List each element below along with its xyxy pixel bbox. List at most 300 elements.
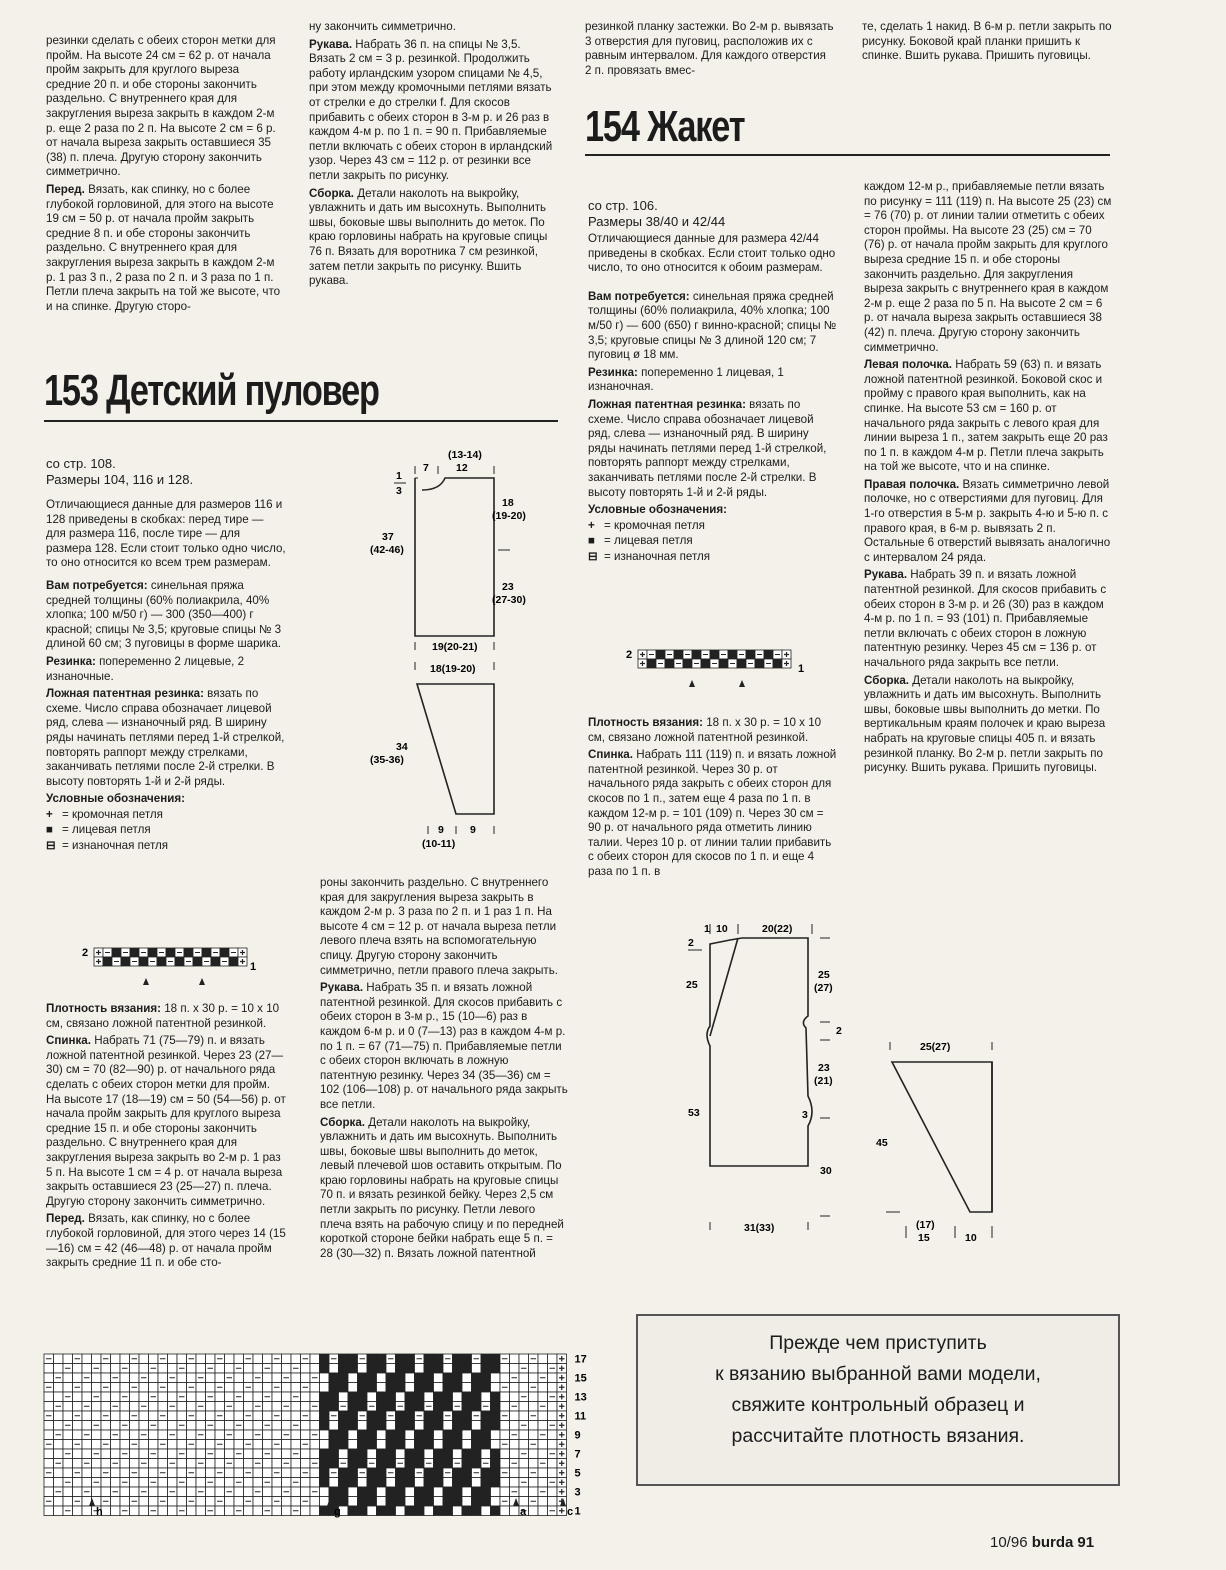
stitch-cell bbox=[377, 1373, 387, 1383]
stitch-cell bbox=[282, 1411, 292, 1421]
stitch-cell bbox=[510, 1383, 520, 1393]
stitch-cell bbox=[157, 957, 166, 966]
stitch-cell bbox=[196, 1392, 206, 1402]
stitch-cell bbox=[103, 957, 112, 966]
stitch-cell bbox=[386, 1449, 396, 1459]
stitch-cell bbox=[272, 1373, 282, 1383]
stitch-cell bbox=[415, 1459, 425, 1469]
legend-item: ■ = лицевая петля bbox=[588, 534, 693, 548]
stitch-cell bbox=[244, 1487, 254, 1497]
stitch-cell bbox=[263, 1487, 273, 1497]
stitch-cell bbox=[73, 1402, 83, 1412]
stitch-cell bbox=[481, 1364, 491, 1374]
para: Левая полочка. Набрать 59 (63) п. и вязать ложной патентной резинкой. Боковой скос и пройму с правого края выполнить, как на спинке. На высоте 53 см = 160 р. от начального ряда закрыть с левого края для линии выреза 1 п., затем закрыть еще 20 раз по 1 п. в каждом 4-м р. Петли плеча закрыть на той же высоте, что и на спинке. bbox=[864, 358, 1108, 474]
para: Сборка. Детали наколоть на выкройку, увлажнить и дать им высохнуть. Выполнить швы, боковые швы выполнить до меток. По краю горловины набрать на круговые спицы 76 п. Вязать для воротника 7 см резинкой, затем петли закрыть по рисунку. Вшить рукава. bbox=[309, 186, 548, 288]
para: Плотность вязания: 18 п. х 30 р. = 10 х 10 см, связано ложной патентной резинкой. bbox=[46, 1002, 280, 1030]
stitch-cell bbox=[377, 1402, 387, 1412]
legend-title: Условные обозначения: bbox=[588, 503, 727, 517]
stitch-cell bbox=[453, 1364, 463, 1374]
para: Перед. Вязать, как спинку, но с более глубокой горловиной, для этого на высоте 19 см = 50 р. от начала пройм закрыть средние 8 п. и обе стороны закончить раздельно. С внутреннего края для закругления выреза закрыть в каждом 2-м р. 1 раз 3 п., 2 раза по 2 п. и 3 раза по 1 п. Петли плеча закрыть на той же высоте, что и на спинке. Другую сторо- bbox=[46, 182, 281, 313]
stitch-cell bbox=[415, 1478, 425, 1488]
stitch-cell bbox=[225, 1468, 235, 1478]
stitch-cell bbox=[168, 1364, 178, 1374]
dim: 23 bbox=[502, 581, 514, 593]
marker-label: h bbox=[96, 1506, 103, 1518]
stitch-cell bbox=[529, 1392, 539, 1402]
stitch-cell bbox=[510, 1506, 520, 1516]
stitch-cell bbox=[453, 1421, 463, 1431]
stitch-cell bbox=[386, 1459, 396, 1469]
dim: (10-11) bbox=[422, 838, 456, 850]
stitch-cell bbox=[158, 1373, 168, 1383]
stitch-cell bbox=[453, 1497, 463, 1507]
stitch-cell bbox=[73, 1421, 83, 1431]
stitch-cell bbox=[120, 1402, 130, 1412]
stitch-cell bbox=[500, 1487, 510, 1497]
stitch-cell bbox=[424, 1364, 434, 1374]
stitch-cell bbox=[529, 1449, 539, 1459]
dim: (19-20) bbox=[492, 510, 526, 522]
stitch-cell bbox=[111, 1354, 121, 1364]
stitch-cell bbox=[472, 1373, 482, 1383]
stitch-cell bbox=[481, 1497, 491, 1507]
stitch-cell bbox=[453, 1487, 463, 1497]
stitch-cell bbox=[54, 1440, 64, 1450]
stitch-cell bbox=[196, 1506, 206, 1516]
stitch-cell bbox=[500, 1402, 510, 1412]
stitch-cell bbox=[225, 1440, 235, 1450]
stitch-cell bbox=[443, 1402, 453, 1412]
stitch-cell bbox=[44, 1364, 54, 1374]
stitch-cell bbox=[63, 1497, 73, 1507]
stitch-cell bbox=[215, 1421, 225, 1431]
stitch-cell bbox=[301, 1449, 311, 1459]
stitch-cell bbox=[510, 1364, 520, 1374]
stitch-cell bbox=[462, 1440, 472, 1450]
para: Резинка: попеременно 1 лицевая, 1 изнаночная. bbox=[588, 365, 784, 394]
stitch-cell bbox=[424, 1487, 434, 1497]
stitch-cell bbox=[548, 1440, 558, 1450]
dim: 19(20-21) bbox=[432, 641, 478, 653]
stitch-cell bbox=[54, 1468, 64, 1478]
stitch-cell bbox=[348, 1354, 358, 1364]
stitch-cell bbox=[396, 1468, 406, 1478]
stitch-cell bbox=[282, 1478, 292, 1488]
stitch-cell bbox=[405, 1411, 415, 1421]
stitch-cell bbox=[111, 1421, 121, 1431]
stitch-cell bbox=[386, 1430, 396, 1440]
s154-col3-lower bbox=[588, 716, 838, 883]
stitch-cell bbox=[244, 1392, 254, 1402]
row-label: 2 bbox=[82, 947, 89, 959]
s154-col4 bbox=[864, 180, 1114, 779]
stitch-cell bbox=[120, 1411, 130, 1421]
stitch-cell bbox=[491, 1354, 501, 1364]
stitch-cell bbox=[367, 1497, 377, 1507]
stitch-cell bbox=[282, 1449, 292, 1459]
stitch-cell bbox=[519, 1383, 529, 1393]
stitch-cell bbox=[396, 1373, 406, 1383]
stitch-cell bbox=[424, 1430, 434, 1440]
front-outline bbox=[707, 938, 812, 1166]
stitch-cell bbox=[92, 1430, 102, 1440]
stitch-cell bbox=[377, 1354, 387, 1364]
para: резинкой планку застежки. Во 2-м р. вывязать 3 отверстия для пуговиц, расположив их с равным интервалом. Для каждого отверстия 2 п. провязать вмес- bbox=[585, 20, 834, 77]
col3-top bbox=[585, 20, 835, 81]
stitch-cell bbox=[491, 1402, 501, 1412]
stitch-cell bbox=[339, 1373, 349, 1383]
stitch-cell bbox=[82, 1440, 92, 1450]
stitch-cell bbox=[348, 1411, 358, 1421]
stitch-cell bbox=[472, 1459, 482, 1469]
s153-col1-lower bbox=[46, 1002, 286, 1274]
stitch-cell bbox=[529, 1402, 539, 1412]
stitch-cell bbox=[215, 1506, 225, 1516]
stitch-cell bbox=[491, 1468, 501, 1478]
stitch-cell bbox=[225, 1354, 235, 1364]
stitch-cell bbox=[111, 1440, 121, 1450]
stitch-cell bbox=[234, 1411, 244, 1421]
stitch-cell bbox=[310, 1468, 320, 1478]
stitch-cell bbox=[130, 1459, 140, 1469]
stitch-cell bbox=[548, 1383, 558, 1393]
row-label: 1 bbox=[798, 663, 805, 675]
stitch-cell bbox=[377, 1421, 387, 1431]
stitch-cell bbox=[481, 1478, 491, 1488]
stitch-cell bbox=[443, 1506, 453, 1516]
stitch-cell bbox=[187, 1421, 197, 1431]
stitch-cell bbox=[462, 1383, 472, 1393]
stitch-cell bbox=[674, 650, 683, 659]
stitch-cell bbox=[529, 1478, 539, 1488]
stitch-cell bbox=[348, 1373, 358, 1383]
stitch-cell bbox=[434, 1449, 444, 1459]
stitch-cell bbox=[234, 1440, 244, 1450]
stitch-cell bbox=[647, 659, 656, 668]
stitch-cell bbox=[310, 1440, 320, 1450]
stitch-cell bbox=[481, 1440, 491, 1450]
stitch-cell bbox=[291, 1487, 301, 1497]
notice-line: рассчитайте плотность вязания. bbox=[731, 1425, 1025, 1447]
stitch-cell bbox=[386, 1440, 396, 1450]
stitch-cell bbox=[139, 1440, 149, 1450]
stitch-cell bbox=[206, 1354, 216, 1364]
notice-line: к вязанию выбранной вами модели, bbox=[715, 1363, 1041, 1385]
stitch-cell bbox=[168, 1440, 178, 1450]
stitch-cell bbox=[405, 1497, 415, 1507]
dim: 23 bbox=[818, 1062, 830, 1074]
stitch-cell bbox=[263, 1497, 273, 1507]
stitch-cell bbox=[472, 1402, 482, 1412]
dim: 18(19-20) bbox=[430, 663, 476, 675]
stitch-cell bbox=[206, 1430, 216, 1440]
stitch-cell bbox=[234, 1487, 244, 1497]
stitch-cell bbox=[253, 1506, 263, 1516]
stitch-cell bbox=[244, 1373, 254, 1383]
stitch-cell bbox=[253, 1364, 263, 1374]
stitch-cell bbox=[773, 659, 782, 668]
stitch-cell bbox=[339, 1468, 349, 1478]
stitch-cell bbox=[764, 650, 773, 659]
stitch-cell bbox=[339, 1497, 349, 1507]
stitch-cell bbox=[737, 659, 746, 668]
stitch-cell bbox=[415, 1383, 425, 1393]
stitch-cell bbox=[510, 1468, 520, 1478]
stitch-cell bbox=[481, 1354, 491, 1364]
stitch-cell bbox=[415, 1373, 425, 1383]
stitch-cell bbox=[329, 1440, 339, 1450]
stitch-cell bbox=[211, 957, 220, 966]
stitch-cell bbox=[405, 1373, 415, 1383]
stitch-cell bbox=[529, 1364, 539, 1374]
stitch-cell bbox=[396, 1383, 406, 1393]
stitch-cell bbox=[453, 1468, 463, 1478]
stitch-cell bbox=[443, 1497, 453, 1507]
stitch-cell bbox=[348, 1402, 358, 1412]
stitch-cell bbox=[329, 1487, 339, 1497]
back-outline bbox=[415, 478, 494, 636]
stitch-cell bbox=[396, 1506, 406, 1516]
stitch-cell bbox=[149, 1440, 159, 1450]
row-label: 13 bbox=[574, 1391, 587, 1404]
stitch-cell bbox=[415, 1449, 425, 1459]
stitch-cell bbox=[139, 1411, 149, 1421]
stitch-cell bbox=[215, 1459, 225, 1469]
stitch-cell bbox=[263, 1402, 273, 1412]
stitch-cell bbox=[253, 1421, 263, 1431]
stitch-cell bbox=[481, 1421, 491, 1431]
stitch-cell bbox=[405, 1364, 415, 1374]
stitch-cell bbox=[367, 1506, 377, 1516]
stitch-cell bbox=[320, 1411, 330, 1421]
stitch-cell bbox=[396, 1392, 406, 1402]
stitch-cell bbox=[481, 1392, 491, 1402]
stitch-cell bbox=[462, 1402, 472, 1412]
stitch-cell bbox=[225, 1497, 235, 1507]
brand-logo: burda bbox=[1031, 1534, 1074, 1551]
stitch-cell bbox=[424, 1497, 434, 1507]
stitch-cell bbox=[149, 1383, 159, 1393]
stitch-cell bbox=[367, 1449, 377, 1459]
stitch-cell bbox=[462, 1478, 472, 1488]
stitch-cell bbox=[405, 1383, 415, 1393]
stitch-cell bbox=[282, 1440, 292, 1450]
stitch-cell bbox=[348, 1468, 358, 1478]
stitch-cell bbox=[424, 1449, 434, 1459]
stitch-cell bbox=[139, 1468, 149, 1478]
stitch-cell bbox=[301, 1402, 311, 1412]
stitch-cell bbox=[348, 1392, 358, 1402]
stitch-cell bbox=[434, 1478, 444, 1488]
stitch-cell bbox=[73, 1392, 83, 1402]
stitch-cell bbox=[301, 1421, 311, 1431]
stitch-cell bbox=[187, 1478, 197, 1488]
stitch-cell bbox=[196, 1497, 206, 1507]
stitch-cell bbox=[405, 1459, 415, 1469]
stitch-cell bbox=[73, 1487, 83, 1497]
stitch-cell bbox=[158, 1430, 168, 1440]
stitch-cell bbox=[367, 1354, 377, 1364]
stitch-cell bbox=[320, 1487, 330, 1497]
stitch-cell bbox=[73, 1373, 83, 1383]
stitch-cell bbox=[358, 1383, 368, 1393]
row-label: 7 bbox=[574, 1448, 581, 1461]
stitch-cell bbox=[424, 1354, 434, 1364]
stitch-cell bbox=[120, 1468, 130, 1478]
row-label: 11 bbox=[574, 1410, 587, 1423]
para: Перед. Вязать, как спинку, но с более глубокой горловиной, для этого через 14 (15—16) см = 42 (46—48) р. от начала пройм закрыть средние 11 п. и обе сто- bbox=[46, 1212, 286, 1270]
stitch-cell bbox=[320, 1392, 330, 1402]
stitch-cell bbox=[548, 1411, 558, 1421]
stitch-cell bbox=[443, 1449, 453, 1459]
para: каждом 12-м р., прибавляемые петли вязать по рисунку = 111 (119) п. На высоте 25 (23) см = 76 (70) р. от линии талии отметить с обеих сторон проймы. На высоте 23 (25) см = 70 (76) р. от начала пройм закрыть для круглого выреза средние 15 п. и обе стороны закончить раздельно. Для закругления выреза закрыть с внутреннего края в каждом 2-м р. еще 2 раза по 5 п. На высоте 2 см = 6 р. от начала выреза закрыть оставшиеся 38 (42) п. плеча. Другую сторону закончить симметрично. bbox=[864, 180, 1112, 354]
stitch-cell bbox=[44, 1430, 54, 1440]
sizes: Размеры 38/40 и 42/44 bbox=[588, 214, 726, 229]
stitch-cell bbox=[310, 1497, 320, 1507]
stitch-cell bbox=[510, 1421, 520, 1431]
stitch-cell bbox=[301, 1487, 311, 1497]
stitch-cell bbox=[358, 1430, 368, 1440]
dim: 25 bbox=[818, 969, 830, 981]
stitch-cell bbox=[424, 1411, 434, 1421]
stitch-cell bbox=[472, 1506, 482, 1516]
stitch-cell bbox=[462, 1364, 472, 1374]
stitch-cell bbox=[377, 1411, 387, 1421]
stitch-cell bbox=[215, 1392, 225, 1402]
stitch-cell bbox=[149, 1487, 159, 1497]
stitch-cell bbox=[405, 1440, 415, 1450]
stitch-cell bbox=[301, 1506, 311, 1516]
stitch-cell bbox=[282, 1383, 292, 1393]
para: Правая полочка. Вязать симметрично левой полочке, но с отверстиями для пуговиц. Для 1-го отверстия в 5-м р. закрыть 4-ю и 5-ю п. с правого края, в 6-м р. вывязать 2 п. Остальные 6 отверстий вывязать аналогично с интервалом 24 ряда. bbox=[864, 477, 1111, 564]
stitch-cell bbox=[168, 1478, 178, 1488]
stitch-cell bbox=[329, 1392, 339, 1402]
stitch-cell bbox=[472, 1364, 482, 1374]
stitch-cell bbox=[424, 1440, 434, 1450]
stitch-cell bbox=[396, 1487, 406, 1497]
stitch-cell bbox=[415, 1506, 425, 1516]
stitch-cell bbox=[244, 1506, 254, 1516]
stitch-cell bbox=[177, 1497, 187, 1507]
stitch-cell bbox=[215, 1364, 225, 1374]
legend-item: + = кромочная петля bbox=[46, 807, 163, 821]
para: Рукава. Набрать 36 п. на спицы № 3,5. Вязать 2 см = 3 р. резинкой. Продолжить работу ирландским узором спицами № 4,5, при этом между кромочными петлями вязать от стрелки е до стрелки f. Для скосов прибавить с обеих сторон в 3-м р. и 26 раз в каждом 4-м р. по 1 п. = 90 п. Прибавляемые петли включать с обеих сторон в ирландский узор. Через 43 см = 112 р. от резинки все петли закрыть по рисунку. bbox=[309, 37, 553, 182]
notice-line: Прежде чем приступить bbox=[769, 1332, 987, 1354]
stitch-cell bbox=[272, 1506, 282, 1516]
stitch-cell bbox=[253, 1383, 263, 1393]
stitch-cell bbox=[101, 1364, 111, 1374]
dim: (35-36) bbox=[370, 754, 404, 766]
stitch-cell bbox=[538, 1364, 548, 1374]
stitch-cell bbox=[339, 1487, 349, 1497]
stitch-cell bbox=[424, 1373, 434, 1383]
stitch-cell bbox=[158, 1487, 168, 1497]
stitch-cell bbox=[166, 948, 175, 957]
stitch-cell bbox=[291, 1497, 301, 1507]
stitch-cell bbox=[63, 1411, 73, 1421]
stitch-cell bbox=[225, 1478, 235, 1488]
stitch-cell bbox=[434, 1402, 444, 1412]
stitch-cell bbox=[301, 1478, 311, 1488]
stitch-cell bbox=[177, 1440, 187, 1450]
stitch-cell bbox=[206, 1373, 216, 1383]
stitch-cell bbox=[538, 1383, 548, 1393]
stitch-cell bbox=[44, 1421, 54, 1431]
stitch-cell bbox=[443, 1487, 453, 1497]
stitch-cell bbox=[500, 1506, 510, 1516]
dim: 1 bbox=[704, 923, 710, 935]
stitch-cell bbox=[177, 1402, 187, 1412]
stitch-cell bbox=[158, 1392, 168, 1402]
stitch-cell bbox=[367, 1392, 377, 1402]
stitch-cell bbox=[149, 1430, 159, 1440]
stitch-cell bbox=[215, 1402, 225, 1412]
stitch-cell bbox=[44, 1449, 54, 1459]
stitch-cell bbox=[196, 1440, 206, 1450]
para: ну закончить симметрично. bbox=[309, 20, 456, 33]
stitch-cell bbox=[101, 1402, 111, 1412]
row-label: 15 bbox=[574, 1372, 587, 1385]
stitch-cell bbox=[196, 1478, 206, 1488]
marker-label: g bbox=[334, 1506, 341, 1518]
stitch-cell bbox=[291, 1411, 301, 1421]
stitch-cell bbox=[139, 957, 148, 966]
stitch-cell bbox=[472, 1421, 482, 1431]
stitch-cell bbox=[746, 650, 755, 659]
stitch-cell bbox=[301, 1459, 311, 1469]
stitch-cell bbox=[396, 1364, 406, 1374]
stitch-cell bbox=[263, 1354, 273, 1364]
s153-col1 bbox=[46, 456, 286, 855]
stitch-cell bbox=[187, 1449, 197, 1459]
stitch-cell bbox=[177, 1430, 187, 1440]
stitch-cell bbox=[320, 1459, 330, 1469]
stitch-cell bbox=[491, 1392, 501, 1402]
stitch-cell bbox=[453, 1430, 463, 1440]
sleeve-outline bbox=[417, 684, 494, 814]
stitch-cell bbox=[272, 1430, 282, 1440]
stitch-cell bbox=[101, 1478, 111, 1488]
stitch-cell bbox=[719, 659, 728, 668]
arrow-icon bbox=[739, 680, 745, 687]
stitch-cell bbox=[310, 1354, 320, 1364]
stitch-cell bbox=[263, 1430, 273, 1440]
row-label: 5 bbox=[574, 1467, 581, 1480]
stitch-cell bbox=[244, 1364, 254, 1374]
stitch-cell bbox=[339, 1392, 349, 1402]
stitch-cell bbox=[415, 1487, 425, 1497]
stitch-cell bbox=[529, 1459, 539, 1469]
stitch-cell bbox=[424, 1468, 434, 1478]
stitch-cell bbox=[54, 1354, 64, 1364]
stitch-cell bbox=[196, 1421, 206, 1431]
stitch-cell bbox=[82, 1364, 92, 1374]
stitch-cell bbox=[386, 1364, 396, 1374]
stitch-cell bbox=[396, 1478, 406, 1488]
stitch-cell bbox=[54, 1449, 64, 1459]
stitch-cell bbox=[424, 1392, 434, 1402]
stitch-cell bbox=[548, 1373, 558, 1383]
stitch-cell bbox=[538, 1449, 548, 1459]
stitch-cell bbox=[54, 1364, 64, 1374]
stitch-cell bbox=[434, 1430, 444, 1440]
stitch-cell bbox=[396, 1421, 406, 1431]
para: Сборка. Детали наколоть на выкройку, увлажнить и дать им высохнуть. Выполнить швы, боковые швы выполнить до меток, левый плечевой шов оставить открытым. По краю горловины набрать на круговые спицы 70 п. и вязать резинкой бейку. Через 2,5 см петли закрыть по рисунку. Петли левого плеча взять на рабочую спицу и по передней короткой стороне бейки набрать еще 5 п. = 28 (30—32) п. Вязать ложной патентной bbox=[320, 1115, 564, 1260]
stitch-cell bbox=[63, 1430, 73, 1440]
stitch-cell bbox=[491, 1497, 501, 1507]
stitch-cell bbox=[187, 1506, 197, 1516]
stitch-cell bbox=[111, 1411, 121, 1421]
